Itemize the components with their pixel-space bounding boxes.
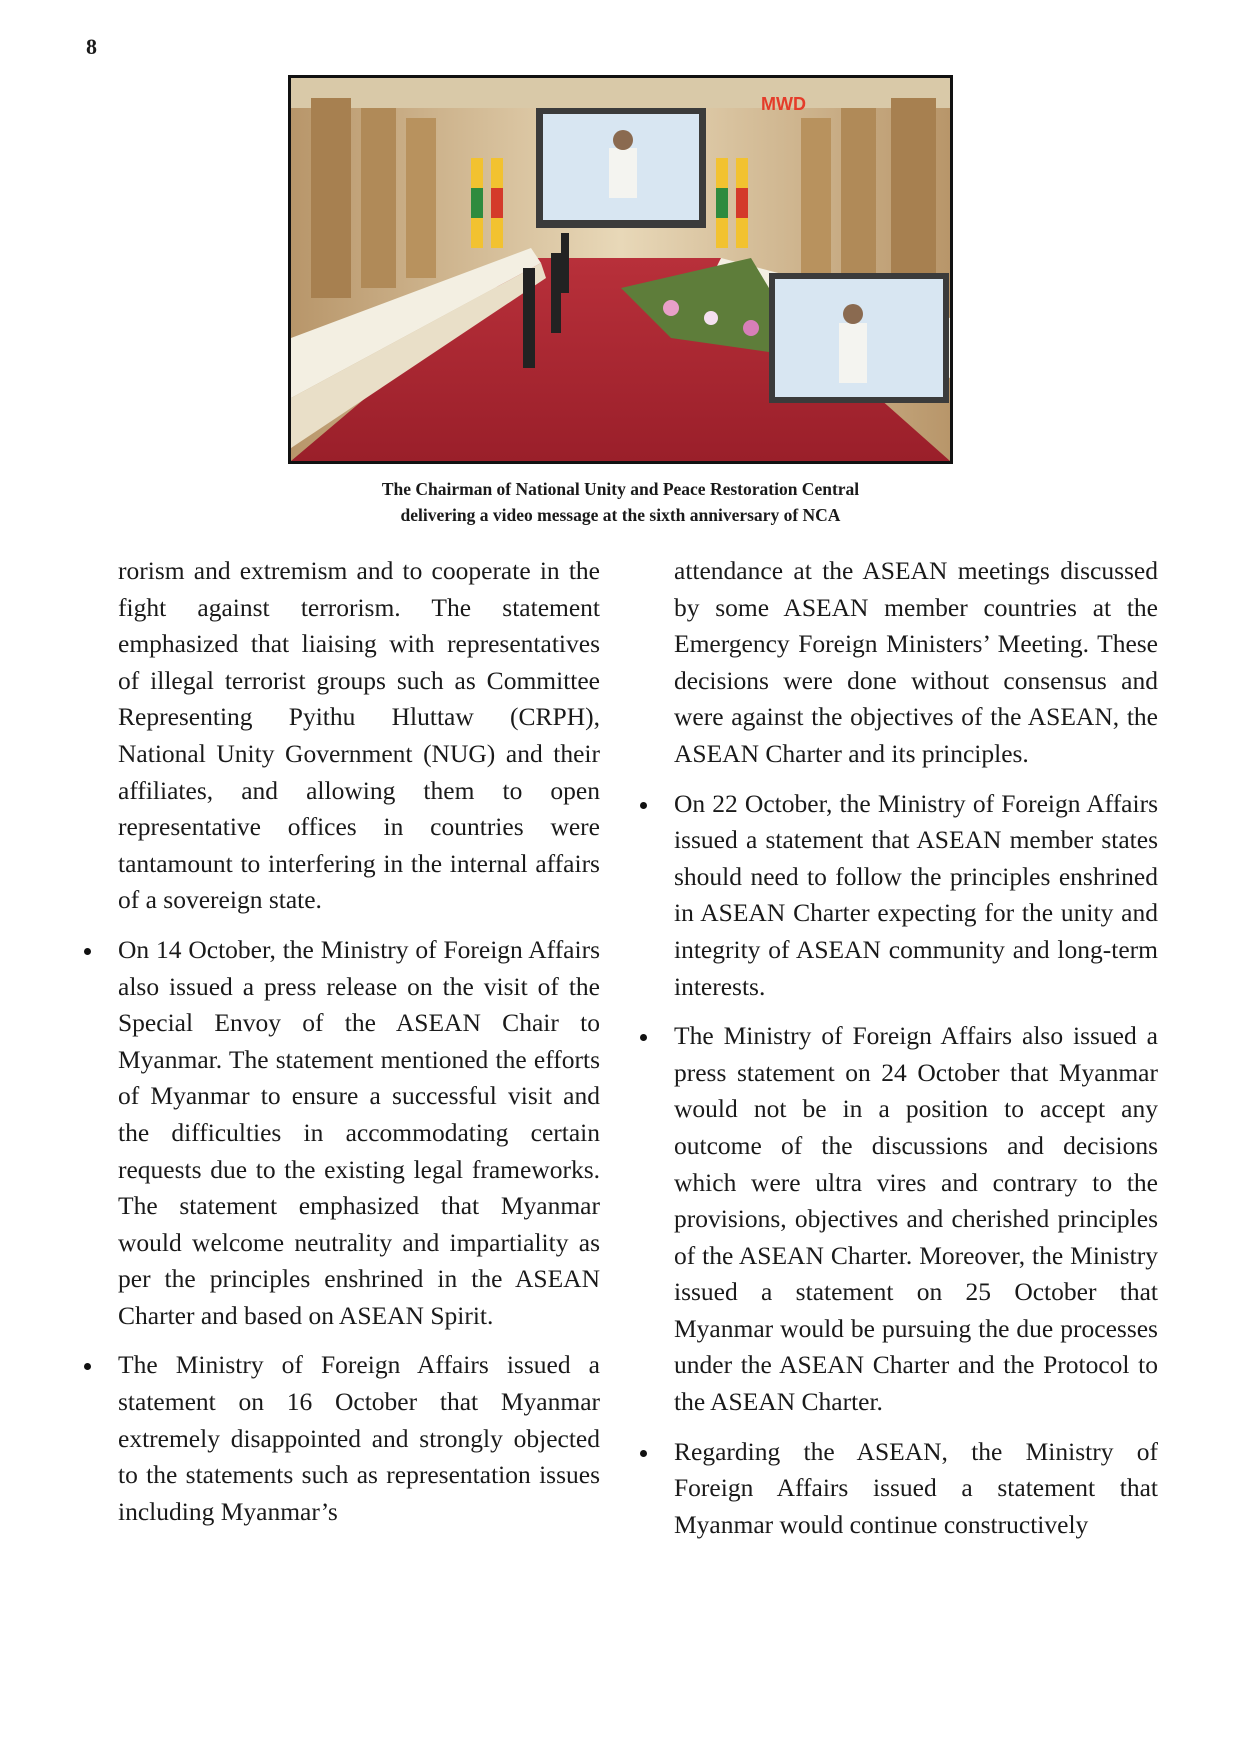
conference-photo xyxy=(288,75,953,464)
list-item: The Ministry of Foreign Affairs issued a statement on 16 October that Myanmar extremely disappointed and strongly objected to the statements such as representation issues including Myanmar’s xyxy=(118,1347,600,1530)
right-bullet-list xyxy=(674,786,1158,1544)
list-item: The Ministry of Foreign Affairs also issued a press statement on 24 October that Myanmar would not be in a position to accept any outcome of the discussions and decisions which were ultra vires and contrary to the provisions, objectives and cherished principles of the ASEAN Charter. Moreover, the Ministry issued a statement on 25 October that Myanmar would be pursuing the due processes under the ASEAN Charter and the Protocol to the ASEAN Charter. xyxy=(674,1018,1158,1421)
broadcaster-logo: MWD xyxy=(761,94,806,114)
figure-caption xyxy=(288,476,953,528)
right-continuation-paragraph: attendance at the ASEAN meetings discussed by some ASEAN member countries at the Emergency Foreign Ministers’ Meeting. These decisions were done without consensus and were against the objectives of the ASEAN, the ASEAN Charter and its principles. xyxy=(674,556,1158,768)
list-item: On 22 October, the Ministry of Foreign Affairs issued a statement that ASEAN member states should need to follow the principles enshrined in ASEAN Charter expecting for the unity and integrity of ASEAN community and long-term interests. xyxy=(674,786,1158,1006)
caption-line-2: delivering a video message at the sixth anniversary of NCA xyxy=(400,505,841,525)
left-continuation-paragraph: rorism and extremism and to cooperate in the fight against terrorism. The statement emphasized that liaising with representatives of illegal terrorist groups such as Committee Representing Pyithu Hluttaw (CRPH), National Unity Government (NUG) and their affiliates, and allowing them to open representative offices in countries were tantamount to interfering in the internal affairs of a sovereign state. xyxy=(118,556,600,915)
left-bullet-list xyxy=(118,932,600,1531)
page-number: 8 xyxy=(86,34,97,59)
left-column xyxy=(118,553,600,1530)
caption-line-1: The Chairman of National Unity and Peace Restoration Central xyxy=(381,479,860,499)
list-item: Regarding the ASEAN, the Ministry of Foreign Affairs issued a statement that Myanmar would continue constructively xyxy=(674,1434,1158,1544)
list-item: On 14 October, the Ministry of Foreign Affairs also issued a press release on the visit of the Special Envoy of the ASEAN Chair to Myanmar. The statement mentioned the efforts of Myanmar to ensure a successful visit and the difficulties in accommodating certain requests due to the existing legal frameworks. The statement emphasized that Myanmar would welcome neutrality and impartiality as per the principles enshrined in the ASEAN Charter and based on ASEAN Spirit. xyxy=(118,932,600,1335)
right-column xyxy=(674,553,1158,1543)
